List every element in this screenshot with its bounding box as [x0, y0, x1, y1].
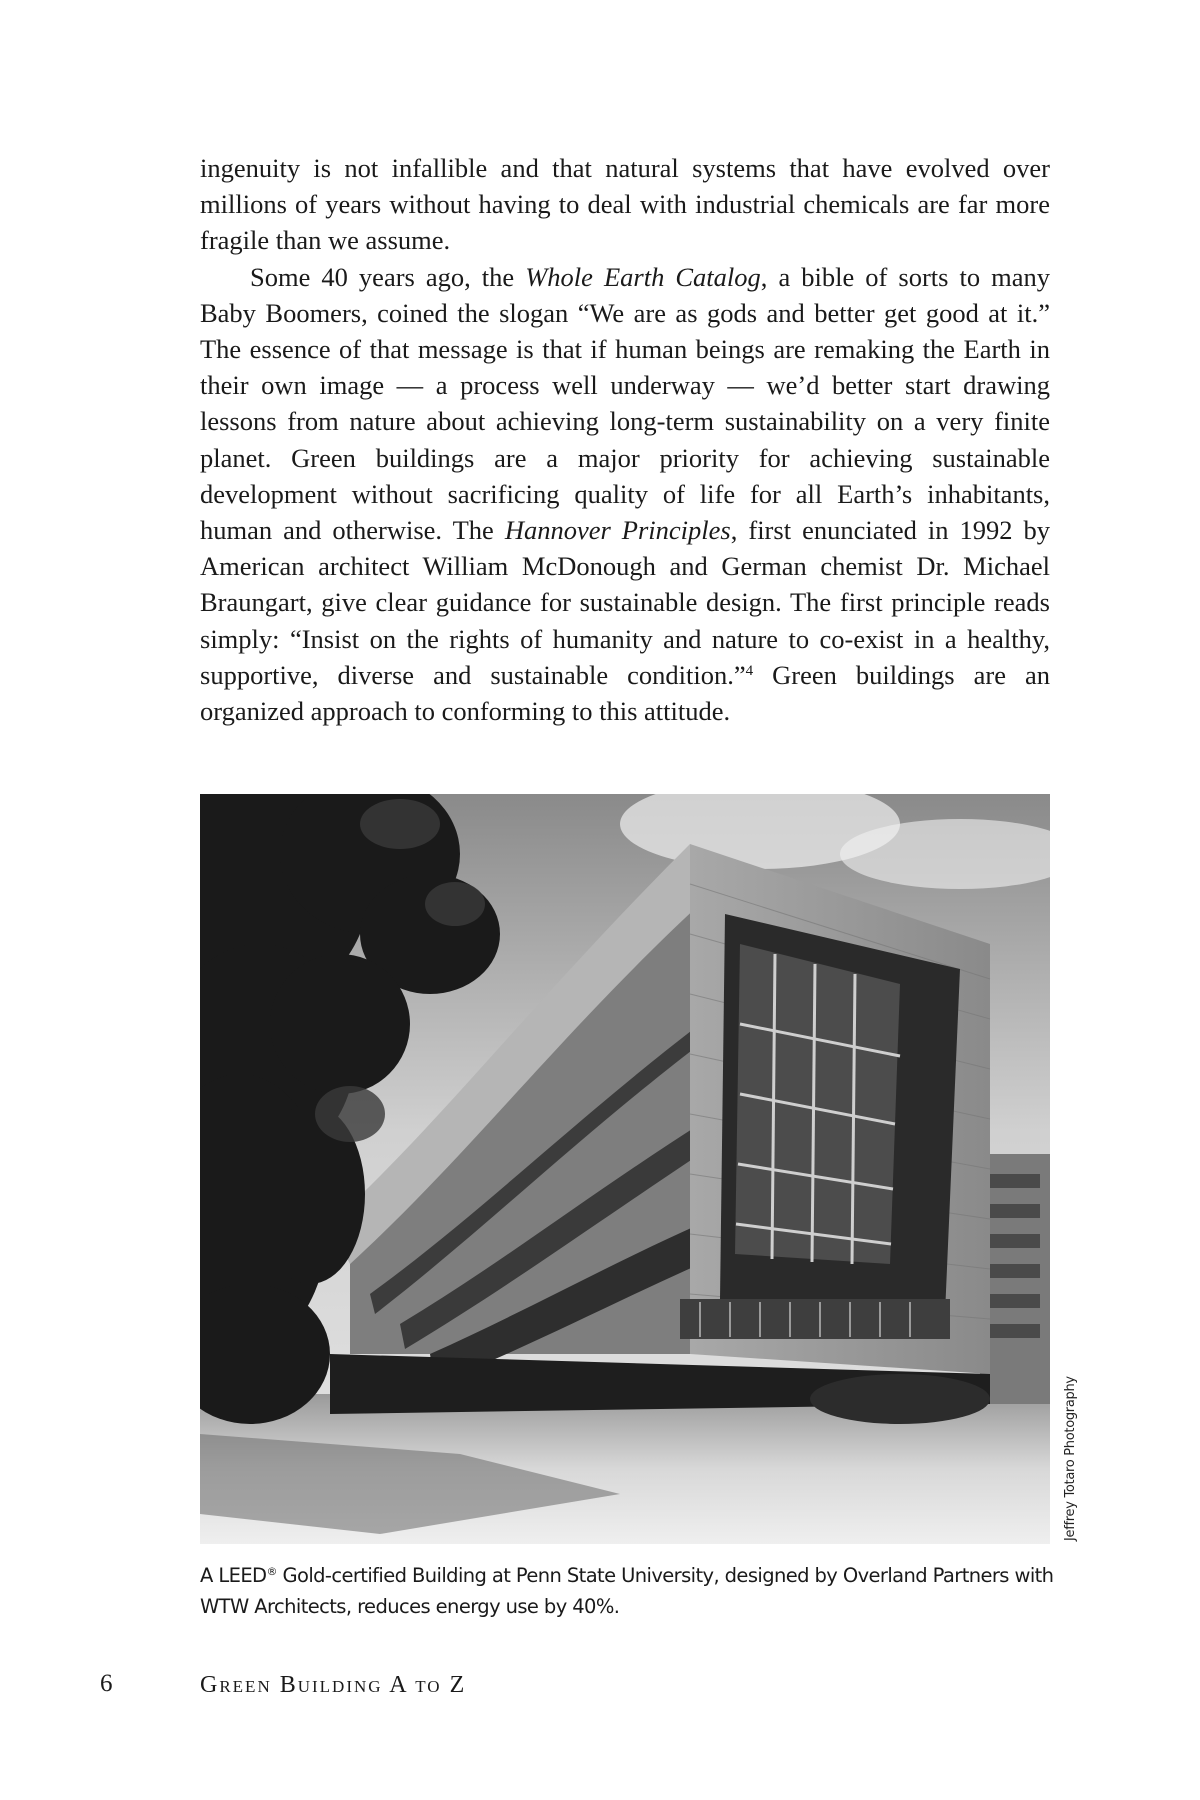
book-title-whole-earth-catalog: Whole Earth Catalog [525, 261, 761, 292]
book-title-hannover-principles: Hannover Principles [504, 515, 731, 546]
footnote-reference: 4 [745, 662, 754, 679]
figure-caption [200, 1560, 1060, 1622]
text-segment: , a bible of sorts to many Baby Boomers, coined the slogan “We are as gods and better get good at it.” The essence of that message is that if human beings are remaking the Earth in their own image — a process well underway — we’d better start drawing lessons from nature about achieving long-term sustainability on a very finite planet. Green buildings are a major priority for achieving sustainable development without sacrificing quality of life for all Earth’s inhabitants, human and otherwise. The [200, 261, 1051, 546]
text-segment: Green buildings are an organized approach to conforming to this attitude. [200, 659, 1050, 727]
text-segment: Some 40 years ago, the [250, 261, 526, 292]
running-title: Green Building A to Z [200, 1672, 467, 1698]
caption-text: A LEED [200, 1564, 267, 1587]
photo-credit: Jeffrey Totaro Photography [1063, 1376, 1078, 1541]
paragraph-1 [200, 150, 1050, 259]
caption-text: Gold-certified Building at Penn State University, designed by Overland Partners with WTW Architects, reduces energy use by 40%. [200, 1564, 1054, 1618]
paragraph-2 [200, 259, 1050, 730]
text-segment: , first enunciated in 1992 by American architect William McDonough and German chemist Dr. Michael Braungart, give clear guidance for sustainable design. The first principle reads simply: “Insist on the rights of humanity and nature to co-exist in a healthy, supportive, diverse and sustainable condition.” [200, 515, 1050, 690]
building-photo [200, 794, 1050, 1544]
registered-mark: ® [266, 1565, 277, 1578]
body-text [200, 150, 1050, 729]
text-segment: ingenuity is not infallible and that natural systems that have evolved over millions of years without having to deal with industrial chemicals are far more fragile than we assume. [200, 153, 1050, 256]
page-number: 6 [100, 1670, 113, 1697]
